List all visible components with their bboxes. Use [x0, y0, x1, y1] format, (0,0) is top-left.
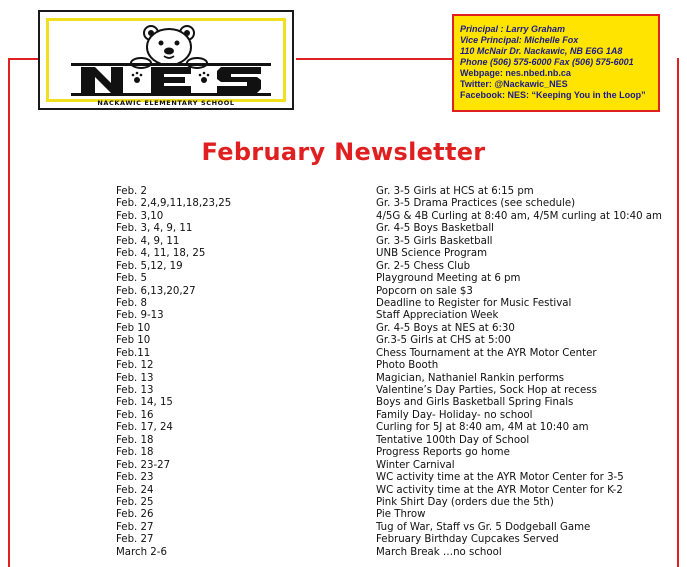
event-row [116, 522, 676, 534]
principal-line: Principal : Larry Graham [460, 24, 566, 34]
event-row [116, 310, 676, 322]
event-description: WC activity time at the AYR Motor Center for 3-5 [376, 472, 624, 484]
event-row [116, 248, 676, 260]
event-date: Feb. 13 [116, 372, 154, 384]
event-description: Magician, Nathaniel Rankin performs [376, 372, 565, 384]
logo-caption: NACKAWIC ELEMENTARY SCHOOL [97, 99, 235, 107]
event-description: Pie Throw [376, 509, 426, 521]
event-description: Gr. 3-5 Girls at HCS at 6:15 pm [376, 186, 534, 197]
event-date: Feb. 25 [116, 496, 154, 508]
event-date: Feb. 16 [116, 409, 154, 421]
event-row [116, 509, 676, 521]
phone-line: Phone (506) 575-6000 Fax (506) 575-6001 [460, 57, 634, 67]
event-date: Feb. 4, 11, 18, 25 [116, 248, 206, 260]
event-row [116, 497, 676, 509]
event-row [116, 460, 676, 472]
event-date: Feb. 4, 9, 11 [116, 235, 180, 247]
event-row [116, 261, 676, 273]
frame-line-left [8, 58, 10, 567]
event-date: Feb. 8 [116, 297, 147, 309]
event-description: Valentine’s Day Parties, Sock Hop at recess [376, 385, 597, 396]
event-description: Photo Booth [376, 360, 439, 372]
event-date: Feb. 26 [116, 509, 154, 521]
event-description: Playground Meeting at 6 pm [376, 273, 521, 285]
event-row [116, 435, 676, 447]
event-description: Chess Tournament at the AYR Motor Center [376, 347, 597, 359]
event-row [116, 422, 676, 434]
event-row [116, 397, 676, 409]
event-date: Feb. 2,4,9,11,18,23,25 [116, 198, 232, 210]
event-row [116, 472, 676, 484]
event-description: Gr. 3-5 Girls Basketball [376, 235, 493, 247]
event-row [116, 348, 676, 360]
event-date: Feb. 14, 15 [116, 397, 173, 409]
event-date: Feb 10 [116, 335, 151, 347]
event-date: Feb.11 [116, 347, 151, 359]
event-date: Feb. 17, 24 [116, 422, 173, 434]
event-date: Feb. 2 [116, 186, 147, 197]
event-description: Gr. 3-5 Drama Practices (see schedule) [376, 198, 576, 210]
event-date: Feb. 27 [116, 521, 154, 533]
event-row [116, 534, 676, 546]
event-description: Progress Reports go home [376, 447, 510, 459]
event-date: Feb. 6,13,20,27 [116, 285, 196, 297]
event-date: Feb. 5,12, 19 [116, 260, 183, 272]
event-row [116, 447, 676, 459]
event-row [116, 547, 676, 559]
facebook-line[interactable]: Facebook: NES: “Keeping You in the Loop” [460, 90, 646, 100]
event-description: March Break …no school [376, 546, 502, 558]
event-description: Pink Shirt Day (orders due the 5th) [376, 496, 554, 508]
vice-principal-line: Vice Principal: Michelle Fox [460, 35, 579, 45]
event-row [116, 298, 676, 310]
event-row [116, 335, 676, 347]
event-date: March 2-6 [116, 546, 167, 558]
event-description: Tentative 100th Day of School [376, 434, 530, 446]
webpage-line[interactable]: Webpage: nes.nbed.nb.ca [460, 68, 571, 78]
event-description: 4/5G & 4B Curling at 8:40 am, 4/5M curling at 10:40 am [376, 210, 662, 222]
event-row [116, 273, 676, 285]
event-description: Gr. 4-5 Boys at NES at 6:30 [376, 322, 515, 334]
event-row [116, 236, 676, 248]
event-row [116, 186, 676, 198]
frame-line-top-middle [296, 58, 452, 60]
event-row [116, 410, 676, 422]
event-row [116, 323, 676, 335]
twitter-line[interactable]: Twitter: @Nackawic_NES [460, 79, 568, 89]
school-logo [38, 10, 294, 110]
event-row [116, 198, 676, 210]
event-date: Feb 10 [116, 322, 151, 334]
events-list [116, 186, 676, 559]
contact-info-box [452, 14, 660, 112]
event-description: Winter Carnival [376, 459, 455, 471]
event-description: Gr. 4-5 Boys Basketball [376, 223, 495, 235]
newsletter-title: February Newsletter [201, 138, 486, 166]
event-date: Feb. 23 [116, 472, 154, 484]
event-row [116, 373, 676, 385]
frame-line-top-left [8, 58, 38, 60]
event-date: Feb. 24 [116, 484, 154, 496]
event-description: UNB Science Program [376, 248, 488, 260]
event-description: Tug of War, Staff vs Gr. 5 Dodgeball Game [376, 521, 591, 533]
event-date: Feb. 18 [116, 434, 154, 446]
event-description: Curling for 5J at 8:40 am, 4M at 10:40 am [376, 422, 589, 434]
event-date: Feb. 5 [116, 273, 147, 285]
event-date: Feb. 23-27 [116, 459, 171, 471]
event-description: Staff Appreciation Week [376, 310, 499, 322]
event-date: Feb. 3,10 [116, 210, 164, 222]
event-description: Boys and Girls Basketball Spring Finals [376, 397, 574, 409]
event-description: WC activity time at the AYR Motor Center for K-2 [376, 484, 623, 496]
event-description: Popcorn on sale $3 [376, 285, 473, 297]
event-description: Gr.3-5 Girls at CHS at 5:00 [376, 335, 511, 347]
event-date: Feb. 27 [116, 534, 154, 546]
address-line: 110 McNair Dr. Nackawic, NB E6G 1A8 [460, 46, 623, 56]
event-row [116, 385, 676, 397]
event-row [116, 223, 676, 235]
event-row [116, 360, 676, 372]
event-description: Family Day- Holiday- no school [376, 409, 533, 421]
event-date: Feb. 13 [116, 385, 154, 396]
frame-line-right [677, 58, 679, 567]
event-row [116, 211, 676, 223]
event-date: Feb. 9-13 [116, 310, 164, 322]
logo-inner-border [46, 18, 286, 107]
event-row [116, 485, 676, 497]
event-description: Deadline to Register for Music Festival [376, 297, 572, 309]
event-description: February Birthday Cupcakes Served [376, 534, 559, 546]
event-description: Gr. 2-5 Chess Club [376, 260, 471, 272]
event-date: Feb. 3, 4, 9, 11 [116, 223, 193, 235]
event-date: Feb. 18 [116, 447, 154, 459]
event-row [116, 286, 676, 298]
event-date: Feb. 12 [116, 360, 154, 372]
